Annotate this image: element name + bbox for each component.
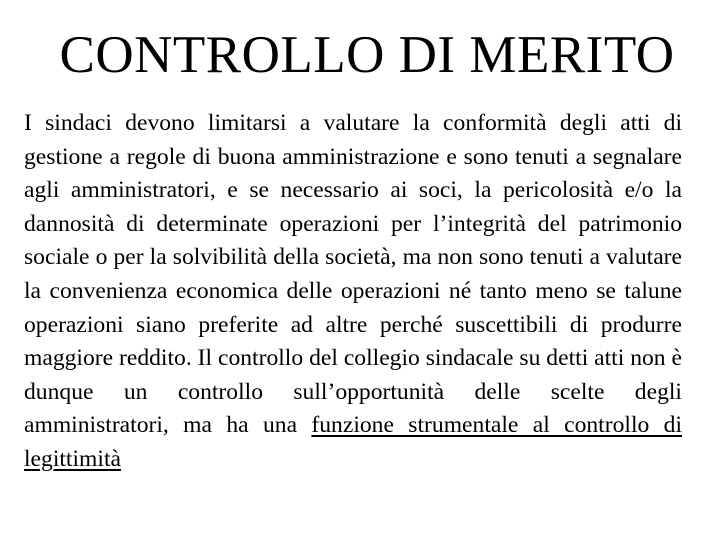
slide-body-paragraph — [24, 107, 682, 477]
slide-title: CONTROLLO DI MERITO — [59, 26, 675, 84]
body-main-text: I sindaci devono limitarsi a valutare la conformità degli atti di gestione a regole di buona amministrazione e sono tenuti a segnalare agli amministratori, e se necessario ai soci, la pericolosità e/o la dannosità di determinate operazioni per l’integrità del patrimonio sociale o per la solvibilità della società, ma non sono tenuti a valutare la convenienza economica delle operazioni né tanto meno se talune operazioni siano preferite ad altre perché suscettibili di produrre maggiore reddito. Il controllo del collegio sindacale su detti atti non è dunque un controllo sull’opportunità delle scelte degli amministratori, ma ha una — [24, 110, 682, 439]
body-underlined-conclusion: funzione strumentale al controllo di legittimità — [24, 412, 682, 472]
